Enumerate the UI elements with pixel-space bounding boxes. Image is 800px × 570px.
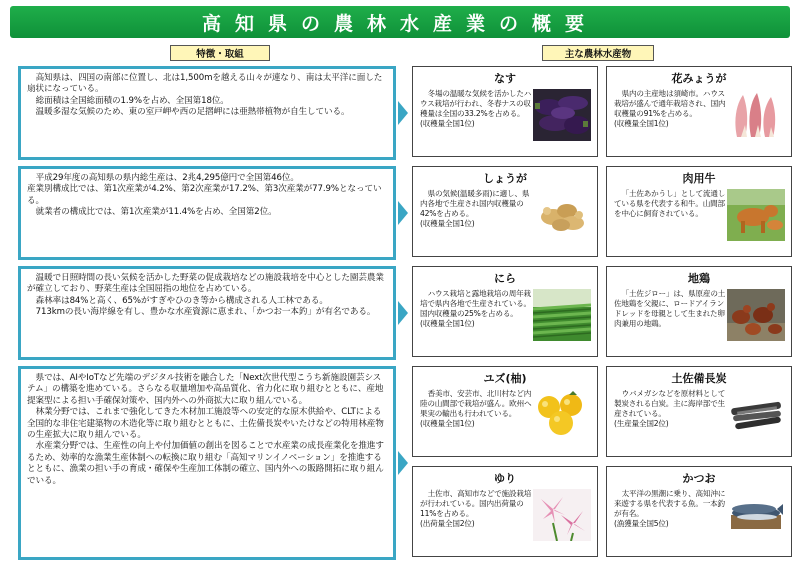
product-rank-note: (収穫量全国1位) bbox=[420, 118, 475, 128]
arrow-icon bbox=[398, 451, 408, 475]
product-card-chicken bbox=[606, 266, 792, 357]
product-name: しょうが bbox=[483, 172, 527, 185]
arrow-icon bbox=[398, 101, 408, 125]
product-rank-note: (生産量全国2位) bbox=[614, 418, 669, 428]
products-header: 主な農林水産物 bbox=[542, 45, 654, 61]
product-card-myoga bbox=[606, 66, 792, 157]
feature-text: 総面積は全国総面積の1.9%を占め、全国第18位。 bbox=[35, 95, 229, 106]
product-name: ゆり bbox=[494, 472, 516, 485]
feature-text: 森林率は84%と高く、65%がすぎやひのき等から構成される人工林である。 bbox=[35, 295, 328, 306]
feature-box-economy bbox=[18, 166, 396, 260]
product-card-ginger bbox=[412, 166, 598, 257]
product-card-beef-cattle bbox=[606, 166, 792, 257]
cattle-photo-icon bbox=[727, 189, 785, 241]
product-description: 土佐市、高知市などで施設栽培が行われている。国内出荷量の11%を占める。 (出荷量全国2位) bbox=[420, 489, 532, 528]
product-name: かつお bbox=[682, 472, 716, 485]
product-name: 花みょうが bbox=[671, 72, 727, 85]
feature-box-initiatives bbox=[18, 366, 396, 560]
feature-text: 就業者の構成比では、第1次産業が11.4%を占め、全国第2位。 bbox=[35, 207, 277, 218]
product-name: 土佐備長炭 bbox=[671, 372, 727, 385]
product-rank-note: (収穫量全国1位) bbox=[420, 318, 475, 328]
eggplant-photo-icon bbox=[533, 89, 591, 141]
feature-text: 平成29年度の高知県の県内総生産は、2兆4,295億円で全国第46位。 bbox=[35, 173, 299, 183]
feature-text: 産業別構成比では、第1次産業が4.2%、第2次産業が17.2%、第3次産業が77.9%となっている。 bbox=[27, 184, 382, 206]
product-description: 「土佐あかうし」として流通している県を代表する和牛。山間部を中心に飼育されている。 bbox=[614, 189, 726, 218]
chicken-photo-icon bbox=[727, 289, 785, 341]
product-description: 県内の主産地は須崎市。ハウス栽培が盛んで通年栽培され、国内収穫量の91%を占める。 (収穫量全国1位) bbox=[614, 89, 726, 128]
product-name: 地鶏 bbox=[688, 272, 710, 285]
product-description: 県の気候(温暖多雨)に適し、県内各地で生産され国内収穫量の42%を占める。 (収穫量全国1位) bbox=[420, 189, 530, 228]
feature-text: 713kmの長い海岸線を有し、豊かな水産資源に恵まれ、「かつお一本釣」が有名である。 bbox=[35, 307, 376, 318]
product-card-lily bbox=[412, 466, 598, 557]
lily-photo-icon bbox=[533, 489, 591, 541]
product-rank-note: (収穫量全国1位) bbox=[420, 218, 475, 228]
product-description: 「土佐ジロー」は、県原産の土佐地鶏を父親に、ロードアイランドレッドを母親として生まれた卵肉兼用の地鶏。 bbox=[614, 289, 726, 328]
feature-text: 県では、AIやIoTなど先端のデジタル技術を融合した「Next次世代型こうち新施設園芸システム」の構築を進めている。さらなる収量増加や高品質化、省力化に取り組むとともに、産地提案型による担い手確保対策や、国内外への外商拡大に取り組んでいる。 bbox=[27, 373, 384, 406]
arrow-icon bbox=[398, 201, 408, 225]
product-card-yuzu bbox=[412, 366, 598, 457]
product-rank-note: (収穫量全国1位) bbox=[614, 118, 669, 128]
product-card-bonito bbox=[606, 466, 792, 557]
product-description: ハウス栽培と露地栽培の周年栽培で県内各地で生産されている。国内収穫量の25%を占める。 (収穫量全国1位) bbox=[420, 289, 531, 328]
product-rank-note: (漁獲量全国5位) bbox=[614, 518, 669, 528]
product-rank-note: (出荷量全国2位) bbox=[420, 518, 475, 528]
product-card-charcoal bbox=[606, 366, 792, 457]
product-description: 冬場の温暖な気候を活かしたハウス栽培が行われ、冬春ナスの収穫量は全国の33.2%を占める。 (収穫量全国1位) bbox=[420, 89, 532, 128]
product-name: にら bbox=[494, 272, 516, 285]
product-name: ユズ(柚) bbox=[483, 372, 527, 385]
feature-text: 温暖多湿な気候のため、東の室戸岬や西の足摺岬には亜熱帯植物が自生している。 bbox=[35, 107, 350, 118]
feature-text: 林業分野では、これまで強化してきた木材加工施設等への安定的な原木供給や、CLTによる全国的な非住宅建築物の木造化等に取り組むとともに、土佐備長炭やいたけなどの特用林産物の生産拡大に取り組んでいる。 bbox=[27, 407, 384, 441]
product-card-chives bbox=[412, 266, 598, 357]
feature-box-geography bbox=[18, 66, 396, 160]
features-header: 特徴・取組 bbox=[170, 45, 270, 61]
product-rank-note: (収穫量全国1位) bbox=[420, 418, 475, 428]
myoga-photo-icon bbox=[727, 89, 785, 141]
product-card-eggplant bbox=[412, 66, 598, 157]
yuzu-photo-icon bbox=[533, 389, 591, 441]
charcoal-photo-icon bbox=[727, 389, 785, 441]
page-title: 高知県の農林水産業の概要 bbox=[201, 12, 598, 35]
product-name: 肉用牛 bbox=[682, 172, 716, 185]
feature-text: 水産業分野では、生産性の向上や付加価値の創出を図ることで水産業の成長産業化を推進するため、効率的な漁業生産体制への転換に取り組む「高知マリンイノベーション」を推進するとともに、漁業の担い手の育成・確保や生産加工体制の確立、国内外への販路開拓に取り組んでいる。 bbox=[27, 441, 384, 486]
product-description: ウバメガシなどを原材料として製炭される白炭。主に海岸部で生産されている。 (生産量全国2位) bbox=[614, 389, 726, 428]
feature-text: 温暖で日照時間の長い気候を活かした野菜の促成栽培などの施設栽培を中心とした園芸農業が確立しており、野菜生産は全国屈指の地位を占めている。 bbox=[27, 273, 384, 295]
product-description: 香美市、安芸市、北川村など内陸の山間部で栽培が盛ん。欧州へ果実の輸出も行われている。 (収穫量全国1位) bbox=[420, 389, 532, 428]
product-description: 太平洋の黒潮に乗り、高知沖に来遊する県を代表する魚。一本釣が有名。 (漁獲量全国5位) bbox=[614, 489, 726, 528]
bonito-photo-icon bbox=[727, 489, 785, 541]
arrow-icon bbox=[398, 301, 408, 325]
feature-box-agriculture bbox=[18, 266, 396, 360]
page-title-bar bbox=[10, 6, 790, 38]
product-name: なす bbox=[494, 72, 516, 85]
chive-field-photo-icon bbox=[533, 289, 591, 341]
ginger-photo-icon bbox=[533, 189, 591, 241]
feature-text: 高知県は、四国の南部に位置し、北は1,500mを越える山々が連なり、南は太平洋に面した扇状になっている。 bbox=[27, 73, 383, 95]
